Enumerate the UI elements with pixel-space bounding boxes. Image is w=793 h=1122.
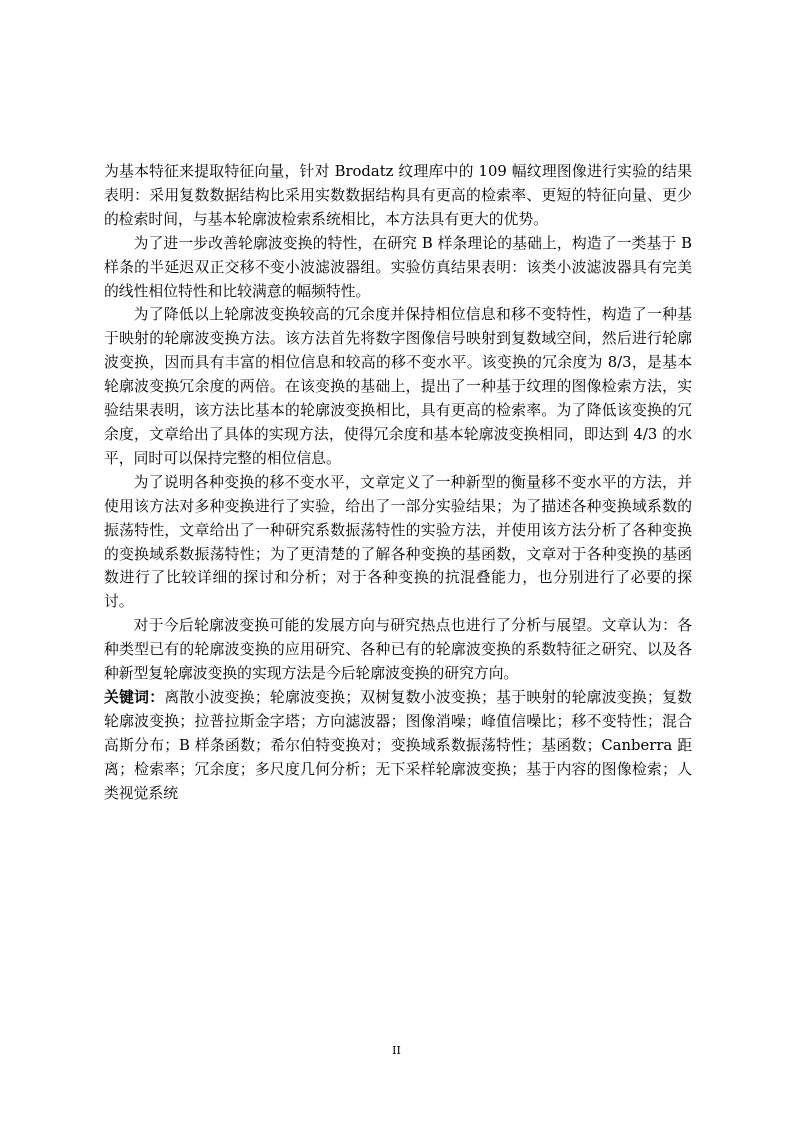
paragraph-outlook: 对于今后轮廓波变换可能的发展方向与研究热点也进行了分析与展望。文章认为：各种类型已有的轮廓波变换的应用研究、各种已有的轮廓波变换的系数特征之研究、以及各种新型复轮廓波变换的实现方法是今后轮廓波变换的研究方向。 xyxy=(104,617,692,683)
paragraph-bspline-filter: 为了进一步改善轮廓波变换的特性，在研究 B 样条理论的基础上，构造了一类基于 B 样条的半延迟双正交移不变小波滤波器组。实验仿真结果表明：该类小波滤波器具有完美的线性相位特性和比较满意的幅频特性。 xyxy=(104,234,692,300)
keywords-text: 离散小波变换；轮廓波变换；双树复数小波变换；基于映射的轮廓波变换；复数轮廓波变换；拉普拉斯金字塔；方向滤波器；图像消噪；峰值信噪比；移不变特性；混合高斯分布；B 样条函数；希尔伯特变换对；变换域系数振荡特性；基函数；Canberra 距离；检索率；冗余度；多尺度几何分析；无下采样轮廓波变换；基于内容的图像检索；人类视觉系统 xyxy=(104,688,692,802)
paragraph-shift-invariance: 为了说明各种变换的移不变水平，文章定义了一种新型的衡量移不变水平的方法，并使用该方法对多种变换进行了实验，给出了一部分实验结果；为了描述各种变换域系数的振荡特性，文章给出了一种研究系数振荡特性的实验方法，并使用该方法分析了各种变换的变换域系数振荡特性；为了更清楚的了解各种变换的基函数，文章对于各种变换的基函数进行了比较详细的探讨和分析；对于各种变换的抗混叠能力，也分别进行了必要的探讨。 xyxy=(104,473,692,611)
keywords-label: 关键词： xyxy=(104,688,165,706)
paragraph-mapping-contourlet: 为了降低以上轮廓波变换较高的冗余度并保持相位信息和移不变特性，构造了一种基于映射的轮廓波变换方法。该方法首先将数字图像信号映射到复数域空间，然后进行轮廓波变换，因而具有丰富的相位信息和较高的移不变水平。该变换的冗余度为 8/3，是基本轮廓波变换冗余度的两倍。在该变换的基础上，提出了一种基于纹理的图像检索方法，实验结果表明，该方法比基本的轮廓波变换相比，具有更高的检索率。为了降低该变换的冗余度，文章给出了具体的实现方法，使得冗余度和基本轮廓波变换相同，即达到 4/3 的水平，同时可以保持完整的相位信息。 xyxy=(104,306,692,467)
page-number: II xyxy=(392,1044,401,1057)
keywords xyxy=(104,686,692,806)
paragraph-continuation: 为基本特征来提取特征向量，针对 Brodatz 纹理库中的 109 幅纹理图像进行实验的结果表明：采用复数数据结构比采用实数数据结构具有更高的检索率、更短的特征向量、更少的检索时间，与基本轮廓波检索系统相比，本方法具有更大的优势。 xyxy=(104,163,692,228)
abstract-body xyxy=(104,160,692,805)
